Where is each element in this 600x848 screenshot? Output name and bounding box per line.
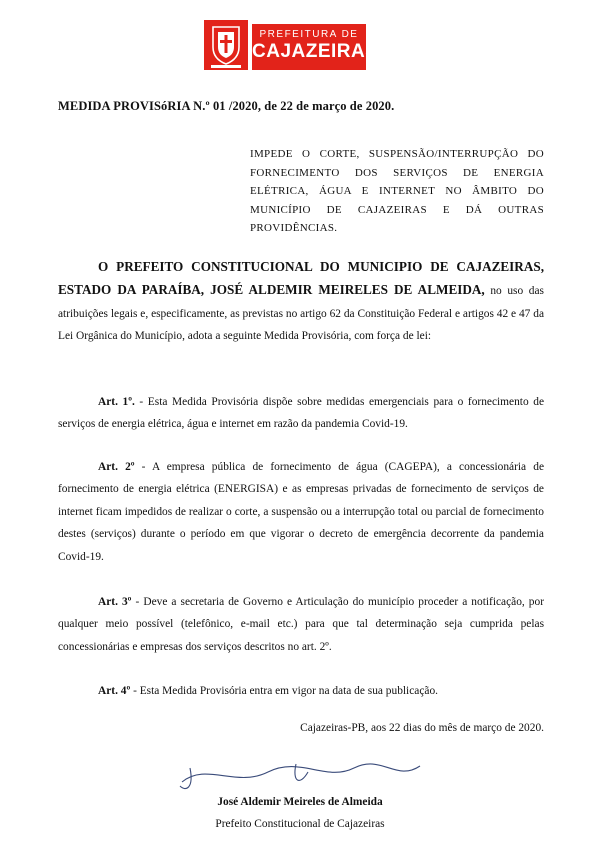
signer-role: Prefeito Constitucional de Cajazeiras xyxy=(215,818,385,830)
article-text: - Deve a secretaria de Governo e Articulação do município proceder a notificação, por qualquer meio possível (telefônico, e-mail etc.) para que tal determinação seja cumprida pelas concessionárias e empresas dos serviços descritos no art. 2º. xyxy=(58,596,544,653)
handwritten-signature xyxy=(176,752,426,794)
intro-lead: O PREFEITO CONSTITUCIONAL DO MUNICIPIO DE CAJAZEIRAS, ESTADO DA PARAÍBA, JOSÉ ALDEMIR MEIRELES DE ALMEIDA, xyxy=(58,259,544,298)
place-date: Cajazeiras-PB, aos 22 dias do mês de março de 2020. xyxy=(300,722,544,734)
article-text: - Esta Medida Provisória entra em vigor na data de sua publicação. xyxy=(130,685,438,697)
coat-of-arms-shield-icon xyxy=(204,20,248,70)
article-3 xyxy=(58,591,544,658)
intro-paragraph xyxy=(58,256,544,348)
logo-wordmark xyxy=(252,24,379,70)
coat-of-arms-icon xyxy=(204,20,248,70)
article-4 xyxy=(58,680,544,702)
intro-rest: no uso das atribuições legais e, especificamente, as previstas no artigo 62 da Constituição Federal e artigos 42 e 47 da Lei Orgânica do Município, adota a seguinte Medida Provisória, com força de lei: xyxy=(58,285,544,343)
logo-city-name: CAJAZEIRAS xyxy=(252,41,379,62)
article-label: Art. 1º. xyxy=(98,396,135,408)
signer-name: José Aldemir Meireles de Almeida xyxy=(217,796,383,808)
article-label: Art. 3º xyxy=(98,596,132,608)
article-label: Art. 2º xyxy=(98,461,135,473)
article-text: - A empresa pública de fornecimento de água (CAGEPA), a concessionária de fornecimento de energia elétrica (ENERGISA) e as empresas privadas de fornecimento de serviços de internet ficam impedidos de realizar o corte, a suspensão ou a interrupção total ou parcial de fornecimento destes (serviços) durante o período em que vigorar o decreto de emergência decorrente da pandemia Covid-19. xyxy=(58,461,544,563)
prefeitura-logo xyxy=(204,20,379,74)
article-label: Art. 4º xyxy=(98,685,131,697)
article-text: - Esta Medida Provisória dispõe sobre medidas emergenciais para o fornecimento de serviços de energia elétrica, água e internet em razão da pandemia Covid-19. xyxy=(58,396,545,431)
document-heading: MEDIDA PROVISóRIA N.º 01 /2020, de 22 de março de 2020. xyxy=(58,99,395,113)
logo-top-text: PREFEITURA DE xyxy=(259,29,359,40)
article-2 xyxy=(58,456,544,568)
document-ementa: IMPEDE O CORTE, SUSPENSÃO/INTERRUPÇÃO DO FORNECIMENTO DOS SERVIÇOS DE ENERGIA ELÉTRICA, ÁGUA E INTERNET NO ÂMBITO DO MUNICÍPIO DE CAJAZEIRAS E DÁ OUTRAS PROVIDÊNCIAS. xyxy=(250,148,544,235)
article-1 xyxy=(58,391,544,436)
